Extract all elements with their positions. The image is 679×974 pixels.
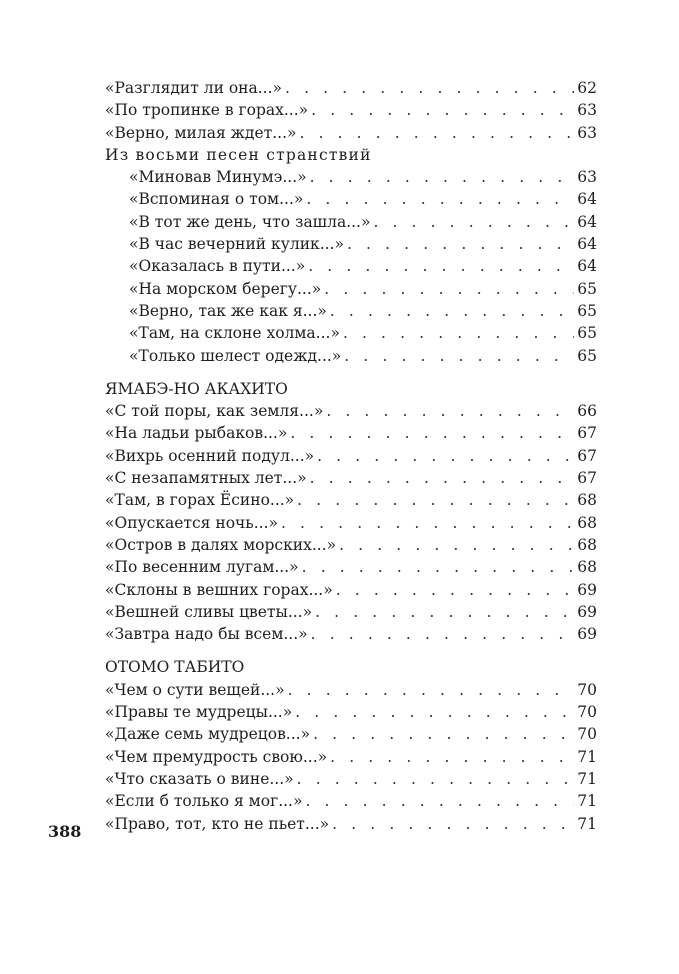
entry-page-number: 71 (577, 792, 597, 811)
entry-title: «Опускается ночь...» (105, 513, 278, 532)
dot-leader (295, 701, 574, 723)
entry-page-number: 64 (577, 190, 597, 209)
section-heading: ОТОМО ТАБИТО (105, 658, 245, 677)
toc-entry (105, 445, 597, 467)
table-of-contents (105, 77, 597, 835)
entry-title: «Вешней сливы цветы...» (105, 602, 313, 621)
group-heading: Из восьми песен странствий (105, 145, 372, 164)
dot-leader (336, 579, 575, 601)
entry-page-number: 65 (577, 324, 597, 343)
entry-page-number: 69 (577, 580, 597, 599)
entry-title: «Что сказать о вине...» (105, 769, 294, 788)
toc-entry (105, 467, 597, 489)
toc-entry (105, 679, 597, 701)
entry-title: «По тропинке в горах...» (105, 101, 309, 120)
entry-title: «В час вечерний кулик...» (129, 235, 344, 254)
toc-entry (105, 746, 597, 768)
dot-leader (305, 790, 574, 812)
entry-page-number: 65 (577, 301, 597, 320)
entry-title: «Там, в горах Ёсино...» (105, 491, 295, 510)
dot-leader (343, 322, 574, 344)
entry-page-number: 68 (577, 513, 597, 532)
entry-page-number: 71 (577, 814, 597, 833)
entry-page-number: 63 (577, 101, 597, 120)
entry-page-number: 67 (577, 424, 597, 443)
entry-title: «Оказалась в пути...» (129, 257, 306, 276)
entry-page-number: 64 (577, 257, 597, 276)
dot-leader (311, 99, 574, 121)
dot-leader (324, 278, 574, 300)
dot-leader (313, 723, 574, 745)
dot-leader (339, 534, 574, 556)
dot-leader (306, 188, 574, 210)
toc-entry (105, 345, 597, 367)
toc-entry (105, 278, 597, 300)
section-heading: ЯМАБЭ-НО АКАХИТО (105, 379, 288, 398)
dot-leader (285, 77, 574, 99)
entry-page-number: 62 (577, 79, 597, 97)
toc-entry (105, 701, 597, 723)
dot-leader (281, 512, 574, 534)
entry-title: «На морском берегу...» (129, 279, 322, 298)
dot-leader (330, 300, 574, 322)
toc-entry (105, 512, 597, 534)
entry-page-number: 64 (577, 235, 597, 254)
entry-title: «Чем премудрость свою...» (105, 747, 328, 766)
toc-entry (105, 601, 597, 623)
entry-title: «Склоны в вешних горах...» (105, 580, 333, 599)
dot-leader (317, 445, 574, 467)
toc-entry (105, 422, 597, 444)
entry-page-number: 65 (577, 346, 597, 365)
toc-entry (105, 400, 597, 422)
toc-entry (105, 768, 597, 790)
toc-entry (105, 579, 597, 601)
entry-title: «Правы те мудрецы...» (105, 703, 293, 722)
dot-leader (288, 679, 575, 701)
toc-entry (105, 166, 597, 188)
entry-title: «Разглядит ли она...» (105, 79, 283, 97)
entry-page-number: 67 (577, 446, 597, 465)
dot-leader (311, 623, 575, 645)
dot-leader (373, 211, 574, 233)
entry-title: «С незапамятных лет...» (105, 469, 307, 488)
entry-title: «Если б только я мог...» (105, 792, 303, 811)
page-number: 388 (48, 822, 82, 841)
dot-leader (326, 400, 574, 422)
toc-entry (105, 122, 597, 144)
entry-page-number: 63 (577, 168, 597, 187)
toc-entry (105, 233, 597, 255)
toc-entry (105, 556, 597, 578)
entry-page-number: 66 (577, 402, 597, 421)
entry-title: «Только шелест одежд...» (129, 346, 342, 365)
entry-title: «Даже семь мудрецов...» (105, 725, 311, 744)
entry-title: «Остров в далях морских...» (105, 535, 337, 554)
toc-entry (105, 255, 597, 277)
dot-leader (315, 601, 574, 623)
dot-leader (310, 166, 575, 188)
toc-entry (105, 813, 597, 835)
toc-entry (105, 99, 597, 121)
entry-page-number: 69 (577, 602, 597, 621)
toc-entry (105, 489, 597, 511)
entry-page-number: 71 (577, 769, 597, 788)
dot-leader (297, 489, 574, 511)
dot-leader (302, 556, 575, 578)
entry-title: «Чем о сути вещей...» (105, 680, 285, 699)
dot-leader (347, 233, 574, 255)
entry-title: «Завтра надо бы всем...» (105, 625, 308, 644)
toc-entry (105, 790, 597, 812)
entry-title: «С той поры, как земля...» (105, 402, 324, 421)
toc-entry (105, 211, 597, 233)
entry-page-number: 64 (577, 212, 597, 231)
dot-leader (297, 768, 575, 790)
dot-leader (290, 422, 574, 444)
dot-leader (332, 813, 574, 835)
entry-page-number: 70 (577, 725, 597, 744)
entry-page-number: 65 (577, 279, 597, 298)
entry-page-number: 68 (577, 491, 597, 510)
entry-page-number: 70 (577, 680, 597, 699)
entry-title: «Миновав Минумэ...» (129, 168, 307, 187)
entry-title: «В тот же день, что зашла...» (129, 212, 371, 231)
toc-entry (105, 300, 597, 322)
entry-page-number: 63 (577, 123, 597, 142)
toc-entry (105, 723, 597, 745)
entry-page-number: 71 (577, 747, 597, 766)
toc-entry (105, 188, 597, 210)
entry-title: «По весенним лугам...» (105, 558, 299, 577)
dot-leader (299, 122, 574, 144)
entry-title: «Верно, так же как я...» (129, 301, 327, 320)
entry-page-number: 67 (577, 469, 597, 488)
entry-page-number: 68 (577, 558, 597, 577)
dot-leader (330, 746, 574, 768)
entry-title: «Вихрь осенний подул...» (105, 446, 315, 465)
toc-entry (105, 623, 597, 645)
entry-page-number: 70 (577, 703, 597, 722)
entry-page-number: 69 (577, 625, 597, 644)
toc-entry (105, 77, 597, 99)
dot-leader (308, 255, 574, 277)
entry-title: «Там, на склоне холма...» (129, 324, 340, 343)
entry-title: «Верно, милая ждет...» (105, 123, 297, 142)
dot-leader (310, 467, 575, 489)
entry-page-number: 68 (577, 535, 597, 554)
dot-leader (344, 345, 574, 367)
toc-entry (105, 322, 597, 344)
entry-title: «Право, тот, кто не пьет...» (105, 814, 330, 833)
toc-entry (105, 534, 597, 556)
entry-title: «На ладьи рыбаков...» (105, 424, 288, 443)
entry-title: «Вспоминая о том...» (129, 190, 304, 209)
